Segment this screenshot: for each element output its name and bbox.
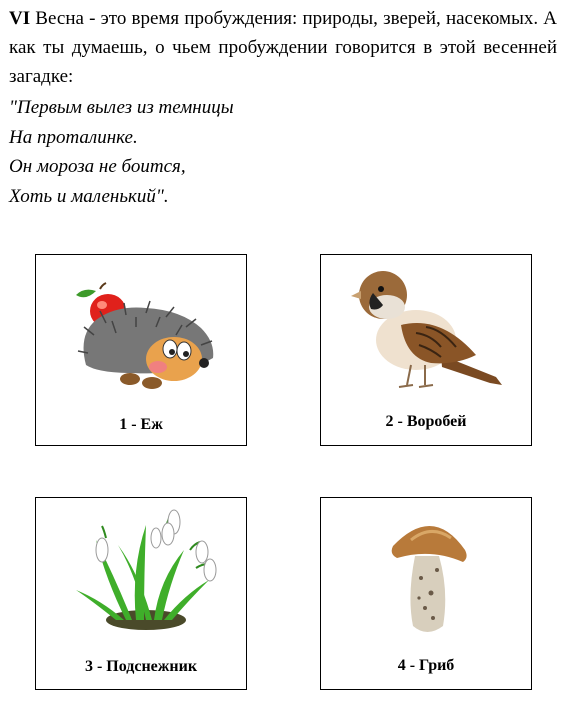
answer-card-mushroom[interactable] — [320, 497, 532, 690]
task-question: Весна - это время пробуждения: природы, зверей, насекомых. А как ты думаешь, о чьем пробуждении говорится в этой весенней загадке: — [9, 8, 557, 87]
task-text — [9, 4, 557, 91]
riddle — [9, 93, 509, 211]
card-caption: 3 - Подснежник — [84, 658, 198, 675]
riddle-line: Он мороза не боится, — [9, 156, 186, 177]
answer-card-hedgehog[interactable] — [35, 254, 247, 446]
answer-card-snowdrop[interactable] — [35, 497, 247, 690]
answer-card-sparrow[interactable] — [320, 254, 532, 446]
task-number: VI — [9, 8, 31, 29]
riddle-line: Хоть и маленький". — [9, 185, 169, 207]
card-caption: 2 - Воробей — [385, 413, 467, 430]
riddle-line: На проталинке. — [9, 126, 138, 148]
riddle-line: "Первым вылез из темницы — [9, 97, 234, 118]
card-caption: 1 - Еж — [119, 416, 163, 433]
card-caption: 4 - Гриб — [397, 657, 455, 674]
